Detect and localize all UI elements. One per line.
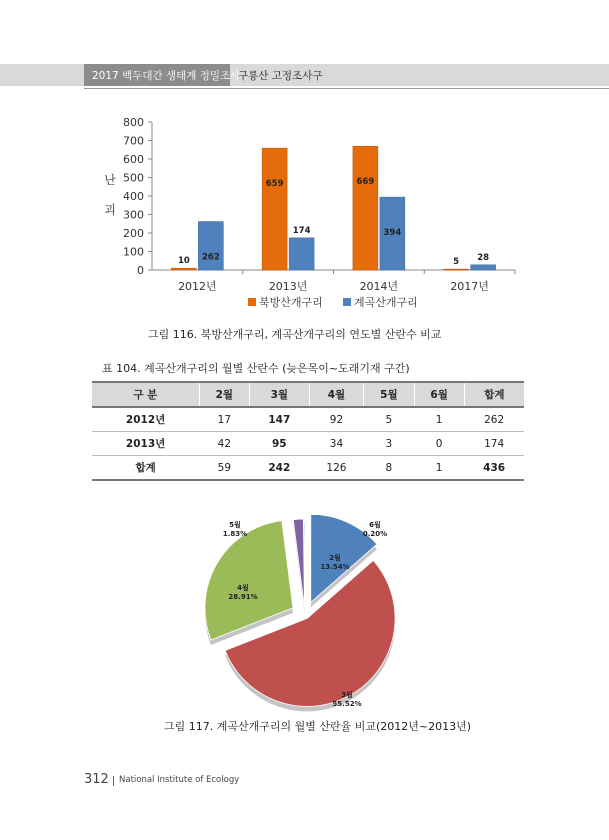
bar-chart	[90, 112, 530, 322]
table-cell: 1	[414, 456, 464, 481]
table-cell: 1	[414, 407, 464, 432]
table-cell: 0	[414, 432, 464, 456]
table-cell: 262	[464, 407, 524, 432]
pie-slice-label: 2월 13.54%	[320, 554, 350, 571]
table-row	[92, 407, 524, 432]
table-cell: 42	[199, 432, 249, 456]
table-cell: 242	[249, 456, 309, 481]
header-title: 2017 백두대간 생태계 정밀조사	[92, 70, 241, 82]
x-tick-label: 2014년	[359, 280, 399, 293]
page-number: 312	[84, 772, 109, 787]
table-cell: 5	[364, 407, 414, 432]
pie-slice-label: 5월 1.83%	[222, 521, 248, 538]
pie-chart	[190, 515, 420, 715]
y-tick-label: 0	[137, 264, 144, 277]
table-cell: 174	[464, 432, 524, 456]
pie-slice-label: 6월 0.20%	[362, 521, 388, 538]
table-cell: 34	[309, 432, 364, 456]
x-tick-label: 2017년	[450, 280, 489, 293]
bar-series1	[353, 146, 378, 270]
header-subtitle: 구룡산 고정조사구	[238, 70, 323, 82]
pie-slice-label: 4월 28.91%	[228, 584, 258, 601]
pie-slice	[205, 521, 293, 640]
bar-data-label: 10	[177, 256, 190, 267]
legend-label: 북방산개구리	[259, 296, 323, 309]
table-cell: 59	[199, 456, 249, 481]
bar-series1	[171, 268, 196, 270]
y-tick-label: 600	[123, 153, 144, 166]
bar-series1	[444, 269, 469, 270]
table-header-cell: 합계	[464, 382, 524, 407]
bar-data-label: 669	[356, 177, 375, 188]
header-rule	[84, 88, 609, 89]
y-tick-label: 500	[123, 171, 144, 185]
footer-separator	[113, 776, 114, 786]
figure-116-caption: 그림 116. 북방산개구리, 계곡산개구리의 연도별 산란수 비교	[148, 328, 442, 341]
bar-data-label: 174	[292, 225, 311, 236]
monthly-spawning-table	[92, 381, 524, 481]
table-cell: 8	[364, 456, 414, 481]
legend-swatch	[343, 298, 351, 306]
table-total-row	[92, 456, 524, 481]
bar-data-label: 5	[453, 257, 460, 268]
table-cell: 3	[364, 432, 414, 456]
publisher-name: National Institute of Ecology	[119, 775, 240, 785]
table-cell: 126	[309, 456, 364, 481]
table-header-cell: 6월	[414, 382, 464, 407]
x-tick-label: 2012년	[178, 280, 217, 293]
bar-data-label: 659	[265, 179, 284, 190]
bar-series2	[198, 222, 223, 270]
table-cell: 95	[249, 432, 309, 456]
table-cell: 92	[309, 407, 364, 432]
bar-series1	[262, 148, 287, 270]
table-cell: 436	[464, 456, 524, 481]
pie-slice-label: 3월 55.52%	[332, 691, 362, 708]
table-header-cell: 2월	[199, 382, 249, 407]
x-tick-label: 2013년	[268, 280, 308, 293]
bar-data-label: 28	[477, 252, 490, 263]
table-header-cell: 5월	[364, 382, 414, 407]
table-row	[92, 432, 524, 456]
bar-series2	[471, 265, 496, 270]
figure-117-caption: 그림 117. 계곡산개구리의 월별 산란율 비교(2012년~2013년)	[164, 720, 472, 733]
table-header-cell: 구 분	[92, 382, 199, 407]
table-cell: 17	[199, 407, 249, 432]
y-tick-label: 800	[123, 116, 144, 129]
y-tick-label: 700	[123, 134, 144, 148]
y-tick-label: 200	[123, 227, 144, 240]
table-header-cell: 3월	[249, 382, 309, 407]
y-axis-label: 난 괴	[104, 173, 116, 217]
table-cell: 147	[249, 407, 309, 432]
table-header-cell: 4월	[309, 382, 364, 407]
bar-data-label: 394	[383, 228, 402, 239]
y-tick-label: 300	[123, 208, 144, 222]
bar-series2	[289, 238, 314, 270]
table-header-row	[92, 382, 524, 407]
y-tick-label: 400	[123, 190, 144, 203]
table-cell: 2012년	[92, 407, 199, 432]
table-104-title: 표 104. 계곡산개구리의 월별 산란수 (늦은목이~도래기재 구간)	[102, 362, 410, 375]
table-cell: 합계	[92, 456, 199, 481]
table-cell: 2013년	[92, 432, 199, 456]
legend-label: 계곡산개구리	[354, 296, 418, 309]
pie-slice	[293, 519, 304, 607]
y-tick-label: 100	[123, 245, 144, 259]
bar-data-label: 262	[202, 252, 220, 263]
legend-swatch	[248, 298, 256, 306]
